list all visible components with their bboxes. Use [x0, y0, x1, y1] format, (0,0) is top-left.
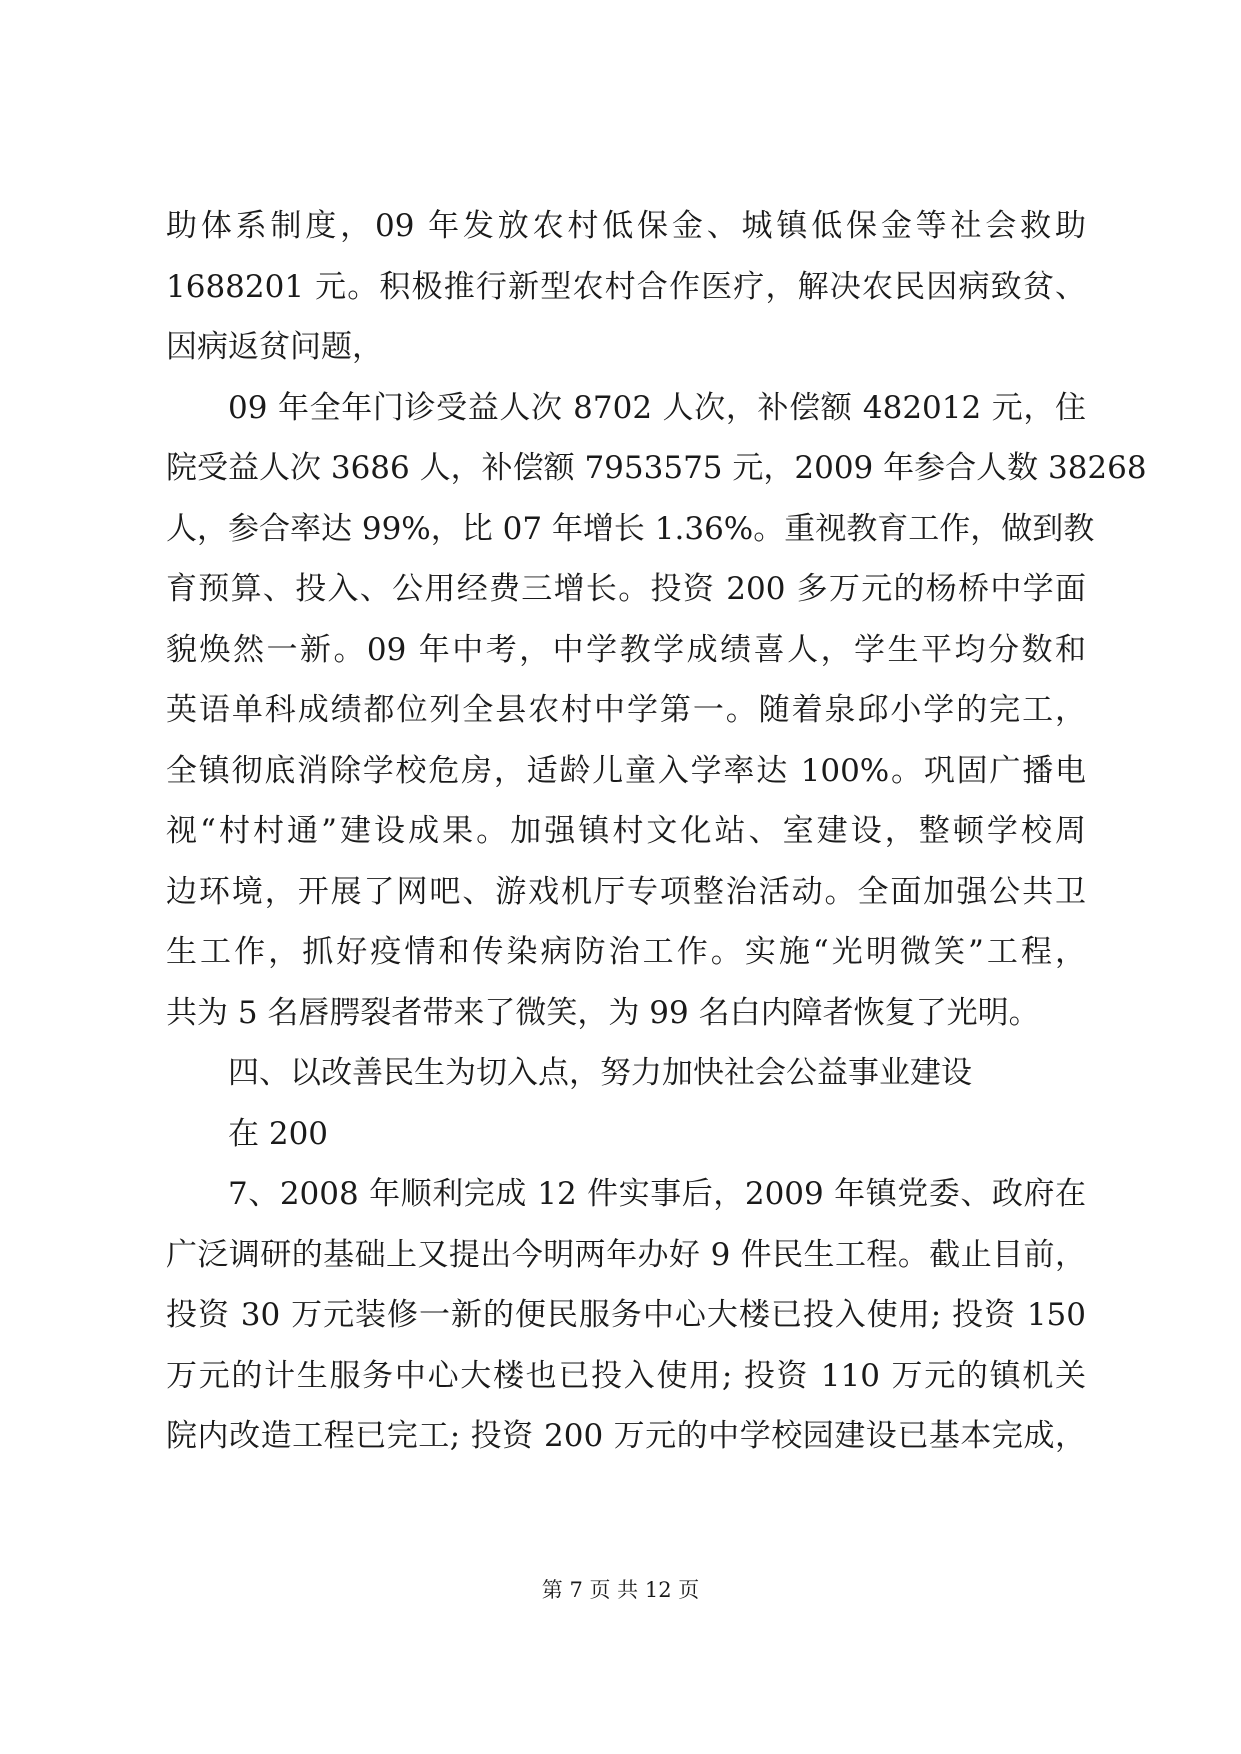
text-line: 院受益人次 3686 人，补偿额 7953575 元，2009 年参合人数 38268 — [166, 450, 1147, 486]
section-heading — [166, 1043, 1086, 1104]
document-body — [166, 196, 1147, 1467]
text-line: 院内改造工程已完工; 投资 200 万元的中学校园建设已基本完成， — [166, 1418, 1086, 1454]
section-heading-text: 四、以改善民生为切入点，努力加快社会公益事业建设 — [228, 1055, 972, 1091]
text-line: 因病返贫问题， — [166, 329, 383, 365]
text-line: 英语单科成绩都位列全县农村中学第一。随着泉邱小学的完工， — [166, 692, 1086, 728]
text-line: 7、2008 年顺利完成 12 件实事后，2009 年镇党委、政府在 — [228, 1176, 1086, 1212]
text-line: 全镇彻底消除学校危房，适龄儿童入学率达 100%。巩固广播电 — [166, 752, 1086, 789]
text-line: 貌焕然一新。09 年中考，中学教学成绩喜人，学生平均分数和 — [166, 631, 1086, 668]
paragraph-2 — [166, 378, 1147, 1044]
text-line: 1688201 元。积极推行新型农村合作医疗，解决农民因病致贫、 — [166, 268, 1086, 305]
paragraph-3 — [166, 1104, 1086, 1165]
text-line: 万元的计生服务中心大楼也已投入使用; 投资 110 万元的镇机关 — [166, 1357, 1086, 1394]
text-line: 广泛调研的基础上又提出今明两年办好 9 件民生工程。截止目前， — [166, 1236, 1086, 1273]
page-number-footer: 第 7 页 共 12 页 — [541, 1578, 700, 1602]
text-line: 生工作，抓好疫情和传染病防治工作。实施“光明微笑”工程， — [166, 934, 1086, 970]
text-line: 在 200 — [228, 1115, 329, 1152]
text-line: 视“村村通”建设成果。加强镇村文化站、室建设，整顿学校周 — [166, 813, 1086, 849]
text-line: 边环境，开展了网吧、游戏机厅专项整治活动。全面加强公共卫 — [166, 873, 1086, 910]
text-line: 育预算、投入、公用经费三增长。投资 200 多万元的杨桥中学面 — [166, 571, 1086, 607]
paragraph-4 — [166, 1164, 1086, 1467]
text-line: 09 年全年门诊受益人次 8702 人次，补偿额 482012 元，住 — [228, 389, 1086, 426]
text-line: 助体系制度，09 年发放农村低保金、城镇低保金等社会救助 — [166, 208, 1086, 244]
text-line: 人，参合率达 99%，比 07 年增长 1.36%。重视教育工作，做到教 — [166, 510, 1095, 547]
text-line: 投资 30 万元装修一新的便民服务中心大楼已投入使用; 投资 150 — [166, 1297, 1086, 1333]
paragraph-1 — [166, 196, 1086, 378]
text-line: 共为 5 名唇腭裂者带来了微笑，为 99 名白内障者恢复了光明。 — [166, 994, 1040, 1031]
